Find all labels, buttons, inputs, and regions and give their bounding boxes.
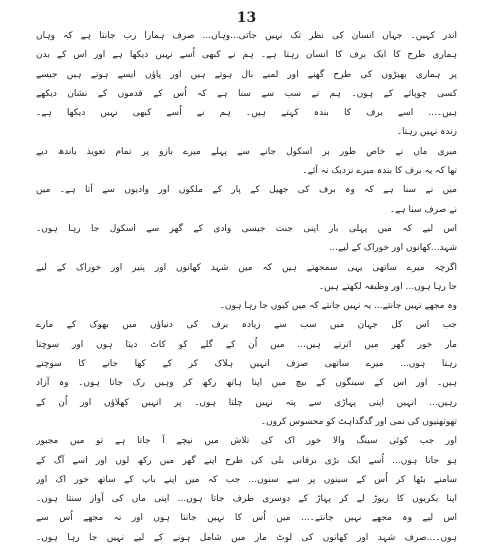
text-line: رہیں... انہیں اپنی پہاڑی سے پتہ نہیں چلتا ہوں۔ پر انہیں کھلاؤں اور اُن کے [36,397,457,408]
text-line: اس لیے کہ میں پہلی بار اپنی جنت جیسی وادی کے گھر سے اسکول جا رہا ہوں۔ [36,223,457,234]
text-line: زندہ نہیں رہتا۔ [396,127,457,138]
text-line: اپنا بکریوں کا ریوڑ لے کر پہاڑ کے دوسری طرف جاتا ہوں... اپنی ماں کی آواز سنتا ہوں۔ [36,494,457,505]
text-line: کسی چوپائے کے ہوں۔ ہم نے سب سے سنا ہے کہ اُس کے قدموں کے نشان دیکھے [36,88,457,99]
text-line: رہتا ہوں... میرے ساتھی صرف انہیں ہلاک کر کے کھا جانے کا سوچتے [36,359,457,370]
text-line: ہوں۔...صرف شہد اور کھانوں کی لوٹ مار میں شامل ہونے کے لیے نہیں جا رہا ہوں۔ [36,532,457,543]
text-line: ہیں۔... اسے برف کا بندہ کہتے ہیں۔ ہم نے اُسے کبھی نہیں دیکھا ہے۔ [36,108,457,119]
text-line: اگرچہ میرے ساتھی یہی سمجھتے ہیں کہ میں شہد کھانوں اور پنیر اور خوراک کے لیے [36,262,457,273]
text-line: ہیں۔ اور اس کے سینگوں کے بیچ میں اپنا ہاتھ رکھ کر وہیں رک جاتا ہوں۔ وہ آزاد [36,378,457,389]
text-body [36,27,457,548]
text-line: اور جب کوئی سینگ والا خور اک کی تلاش میں نیچے آ جاتا ہے تو میں مجبور [36,436,457,447]
text-line: وہ مجھے نہیں جانتے... یہ نہیں جانتے کہ میں کیوں جا رہا ہوں۔ [219,301,457,312]
text-line: جب اس کل جہان میں سب سے زیادہ برف کی دنیاؤں میں بھوک کے مارے [36,320,457,331]
text-line: سامنے بٹھا کر اُس کے سینوں پر سے سنوں... جب کہ میں اپنے باپ کے ساتھ خور اک اور [36,474,457,485]
text-line: اندر کہیں۔ جہاں انسان کی نظر تک نہیں جاتی...وہاں... صرف ہمارا رب جانتا ہے کہ وہاں [36,31,457,41]
text-line: تھا کہ یہ برف کا بندہ میرے نزدیک نہ آئے۔ [302,166,457,177]
text-line: اس لیے وہ مجھے نہیں جانتے۔... میں اُس کا نہیں جانتا ہوں اور نہ مجھے اُس سے [36,513,457,524]
page-number: 13 [236,10,257,26]
text-line: میری ماں نے خاص طور پر اسکول جانے سے پہلے میرے بازو پر تمام تعویذ باندھ دیے [36,146,457,157]
text-line: تھوتھنیوں کی نمی اور گدگداہٹ کو محسوس کروں۔ [260,416,457,427]
text-line: نے صرف سنا ہے۔ [389,204,457,215]
text-line: مار خور گھر میں اترتے ہیں... میں اُن کے گلے کو کاٹ دیتا ہوں اور سوچتا [36,339,457,350]
text-line: جا رہا ہوں... اور وظیفہ لکھتے ہیں۔ [318,281,457,292]
text-line: میں نے سنا ہے کہ وہ برف کی جھیل کے پار کے ملکوں اور وادیوں سے آتا ہے۔ میں [36,185,457,196]
text-line: شہد...کھانوں اور خوراک کے لیے... [329,243,457,254]
text-line: پر ہماری بھیڑوں کی طرح گھنے اور لمبے بال ہوتے ہیں اور پاؤں ایسے ہوتے ہیں جیسے [36,69,457,80]
text-line: ہو جاتا ہوں... اُسے ایک بڑی برفانی بلی کی طرح اپنے گھر میں رکھ لوں اور اسے آگ کے [36,455,457,466]
text-line: ہماری طرح کا ایک برف کا انسان رہتا ہے۔ ہم نے کبھی اُسے نہیں دیکھا ہے اور اس کے بدن [36,50,457,61]
